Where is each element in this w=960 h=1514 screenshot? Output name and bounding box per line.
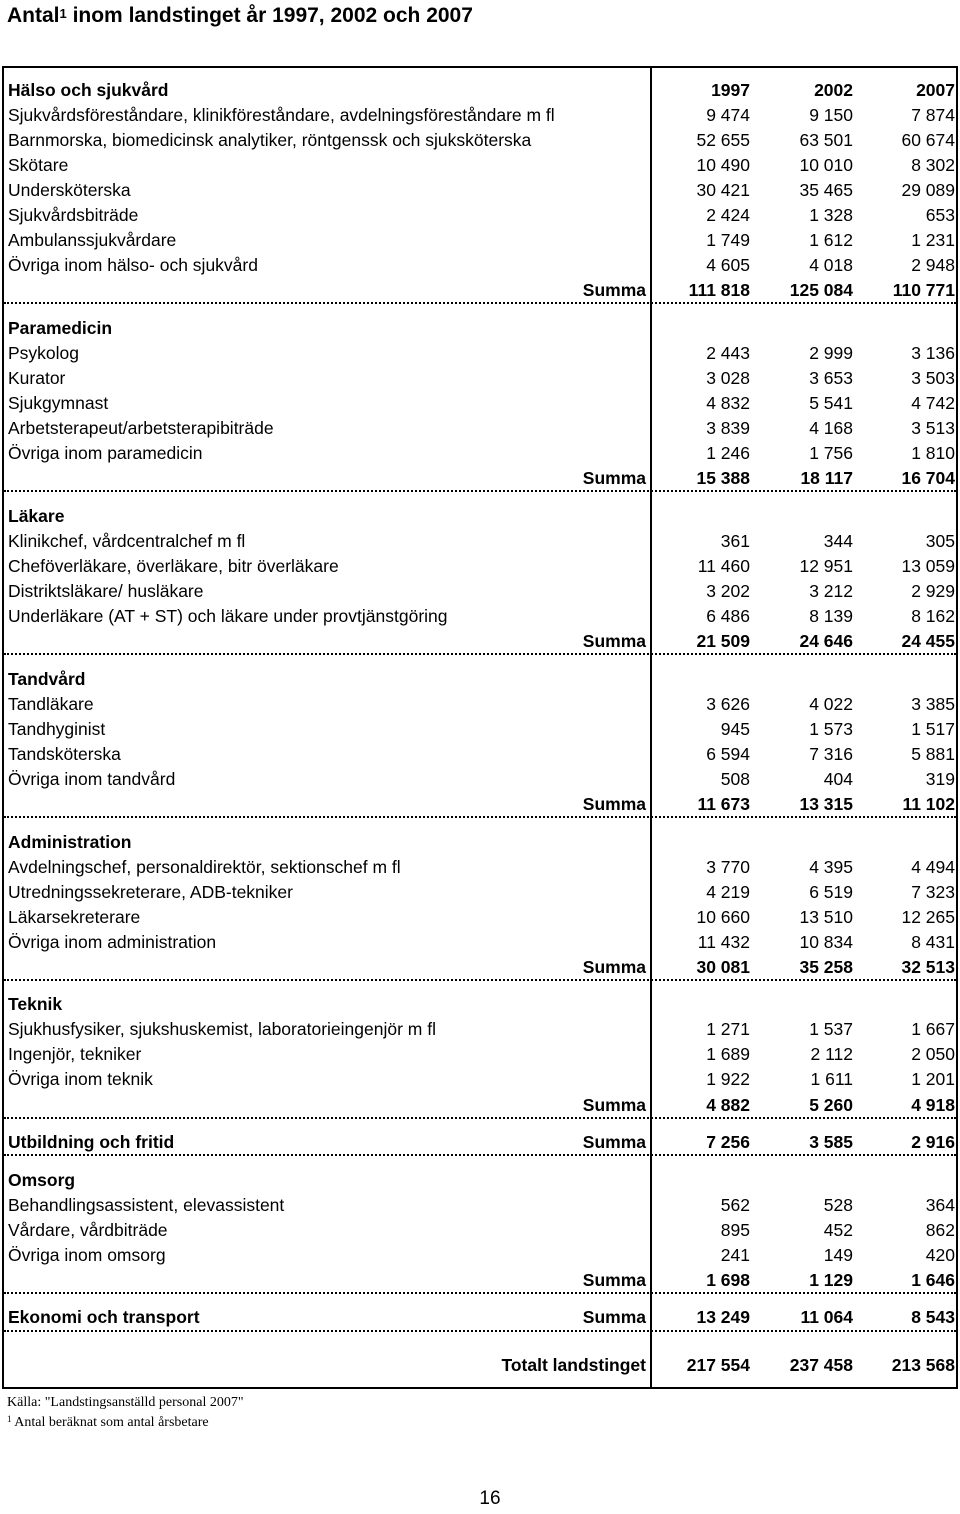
row-label: Vårdare, vårdbiträde <box>8 1219 168 1240</box>
table-row <box>0 178 960 203</box>
value-cell: 60 674 <box>901 130 955 151</box>
value-cell: 4 022 <box>809 693 853 714</box>
value-cell: 11 102 <box>902 793 955 814</box>
value-cell: 508 <box>720 768 750 789</box>
value-cell: 32 513 <box>901 956 955 977</box>
value-cell: 2 999 <box>809 343 853 364</box>
row-label: Skötare <box>8 155 69 176</box>
value-cell: 305 <box>925 530 955 551</box>
table-row <box>0 228 960 253</box>
row-label: Sjukhusfysiker, sjukshuskemist, laboratorieingenjör m fl <box>8 1019 436 1040</box>
table-row <box>0 416 960 441</box>
section-heading: Teknik <box>8 994 63 1015</box>
value-cell: 63 501 <box>799 130 853 151</box>
value-cell: 24 646 <box>799 631 853 652</box>
value-cell: 1 698 <box>706 1269 750 1290</box>
section-heading: Hälso och sjukvård <box>8 80 169 100</box>
section-heading: Utbildning och fritid <box>8 1132 175 1153</box>
row-label: Ingenjör, tekniker <box>8 1044 142 1065</box>
summa-label: Summa <box>582 631 646 652</box>
value-cell: 4 742 <box>911 393 955 414</box>
row-label: Övriga inom tandvård <box>8 768 176 789</box>
row-label: Distriktsläkare/ husläkare <box>8 581 204 601</box>
value-cell: 1 231 <box>911 230 955 251</box>
summa-label: Summa <box>582 956 646 977</box>
value-cell: 1 201 <box>911 1069 955 1090</box>
summa-row <box>0 955 960 980</box>
value-cell: 528 <box>823 1194 853 1215</box>
value-cell: 11 460 <box>697 555 750 576</box>
value-cell: 9 150 <box>809 105 853 126</box>
table-row <box>0 441 960 466</box>
value-cell: 5 881 <box>911 743 955 764</box>
value-cell: 12 951 <box>799 555 853 576</box>
row-label: Övriga inom administration <box>8 931 217 952</box>
value-cell: 6 519 <box>809 881 853 902</box>
value-cell: 4 219 <box>706 881 750 902</box>
value-cell: 52 655 <box>696 130 750 151</box>
table-row <box>0 203 960 228</box>
table-row <box>0 128 960 153</box>
value-cell: 4 494 <box>911 856 955 877</box>
value-cell: 1 810 <box>911 443 955 464</box>
table-row <box>0 880 960 905</box>
value-cell: 8 162 <box>911 606 955 627</box>
row-label: Barnmorska, biomedicinsk analytiker, röntgenssk och sjuksköterska <box>8 130 532 151</box>
summa-label: Summa <box>582 1307 646 1328</box>
table-row <box>0 930 960 955</box>
value-cell: 4 918 <box>911 1094 955 1115</box>
value-cell: 1 537 <box>809 1019 853 1040</box>
section-heading: Ekonomi och transport <box>8 1307 200 1328</box>
table-row <box>0 341 960 366</box>
value-cell: 3 385 <box>911 693 955 714</box>
row-label: Tandhyginist <box>8 718 106 739</box>
value-cell: 4 168 <box>809 418 853 439</box>
value-cell: 30 081 <box>696 956 750 977</box>
value-cell: 3 028 <box>706 368 750 389</box>
value-cell: 11 432 <box>697 931 750 952</box>
summa-row <box>0 466 960 491</box>
summa-label: Totalt landstinget <box>501 1355 646 1376</box>
dotted-separator <box>4 1292 956 1294</box>
value-cell: 4 605 <box>706 255 750 276</box>
summa-row <box>0 1268 960 1293</box>
table-row <box>0 717 960 742</box>
value-cell: 15 388 <box>696 468 750 489</box>
value-cell: 862 <box>925 1219 955 1240</box>
summa-label: Summa <box>582 793 646 814</box>
value-cell: 2 948 <box>911 255 955 276</box>
table-row <box>0 767 960 792</box>
summa-row <box>0 1093 960 1118</box>
dotted-separator <box>4 302 956 304</box>
value-cell: 2 424 <box>706 205 750 226</box>
table-row <box>0 153 960 178</box>
value-cell: 13 059 <box>901 555 955 576</box>
value-cell: 4 018 <box>809 255 853 276</box>
table-row <box>0 1218 960 1243</box>
row-label: Sjukgymnast <box>8 393 109 414</box>
value-cell: 10 660 <box>696 906 750 927</box>
value-cell: 2 112 <box>810 1044 853 1065</box>
row-label: Avdelningschef, personaldirektör, sektionschef m fl <box>8 856 401 877</box>
value-cell: 3 770 <box>706 856 750 877</box>
table-row <box>0 579 960 604</box>
value-cell: 3 585 <box>809 1132 853 1153</box>
table-row <box>0 1017 960 1042</box>
source-note: Källa: "Landstingsanställd personal 2007" <box>7 1395 244 1410</box>
value-cell: 1 573 <box>809 718 853 739</box>
value-cell: 11 673 <box>697 793 750 814</box>
dotted-separator <box>4 1117 956 1119</box>
value-cell: 2 929 <box>911 581 955 601</box>
table-row <box>0 529 960 554</box>
total-row <box>0 1353 960 1378</box>
value-cell: 5 541 <box>809 393 853 414</box>
row-label: Övriga inom teknik <box>8 1069 153 1090</box>
table-row <box>0 1042 960 1067</box>
row-label: Utredningssekreterare, ADB-tekniker <box>8 881 293 902</box>
row-label: Sjukvårdsföreståndare, klinikföreståndare, avdelningsföreståndare m fl <box>8 105 555 126</box>
row-label: Undersköterska <box>8 180 131 201</box>
table-row <box>0 391 960 416</box>
value-cell: 2 050 <box>911 1044 955 1065</box>
value-cell: 12 265 <box>901 906 955 927</box>
section-heading-row <box>0 1168 960 1193</box>
value-cell: 13 249 <box>696 1307 750 1328</box>
value-cell: 10 490 <box>696 155 750 176</box>
value-cell: 149 <box>823 1244 853 1265</box>
dotted-separator <box>4 979 956 981</box>
value-cell: 7 874 <box>911 105 955 126</box>
value-cell: 1997 <box>711 80 750 100</box>
value-cell: 1 611 <box>810 1069 853 1090</box>
value-cell: 7 256 <box>706 1132 750 1153</box>
section-heading: Omsorg <box>8 1169 76 1190</box>
value-cell: 452 <box>823 1219 853 1240</box>
value-cell: 3 136 <box>911 343 955 364</box>
row-label: Klinikchef, vårdcentralchef m fl <box>8 530 246 551</box>
row-label: Övriga inom hälso- och sjukvård <box>8 255 258 276</box>
value-cell: 3 626 <box>706 693 750 714</box>
value-cell: 3 202 <box>706 581 750 601</box>
value-cell: 1 749 <box>706 230 750 251</box>
value-cell: 4 395 <box>809 856 853 877</box>
table-row <box>0 103 960 128</box>
row-label: Arbetsterapeut/arbetsterapibiträde <box>8 418 274 439</box>
value-cell: 8 431 <box>911 931 955 952</box>
value-cell: 364 <box>925 1194 955 1215</box>
table-row <box>0 554 960 579</box>
value-cell: 13 315 <box>799 793 853 814</box>
value-cell: 24 455 <box>901 631 955 652</box>
summa-label: Summa <box>582 1094 646 1115</box>
row-label: Läkarsekreterare <box>8 906 141 927</box>
section-heading-row <box>0 992 960 1017</box>
summa-label: Summa <box>582 1269 646 1290</box>
value-cell: 562 <box>720 1194 750 1215</box>
dotted-separator <box>4 490 956 492</box>
value-cell: 404 <box>823 768 853 789</box>
value-cell: 2 443 <box>706 343 750 364</box>
value-cell: 1 922 <box>706 1069 750 1090</box>
value-cell: 1 646 <box>911 1269 955 1290</box>
value-cell: 13 510 <box>799 906 853 927</box>
value-cell: 6 594 <box>706 743 750 764</box>
value-cell: 6 486 <box>706 606 750 627</box>
value-cell: 5 260 <box>809 1094 853 1115</box>
value-cell: 111 818 <box>688 280 750 301</box>
summa-row <box>0 278 960 303</box>
table-row <box>0 855 960 880</box>
value-cell: 11 064 <box>800 1307 853 1328</box>
value-cell: 8 139 <box>809 606 853 627</box>
summa-label: Summa <box>582 280 646 301</box>
row-label: Psykolog <box>8 343 80 364</box>
value-cell: 2 916 <box>911 1132 955 1153</box>
value-cell: 217 554 <box>686 1355 750 1376</box>
value-cell: 1 246 <box>706 443 750 464</box>
section-summary-row <box>0 1305 960 1330</box>
page-number: 16 <box>479 1488 501 1509</box>
value-cell: 9 474 <box>706 105 750 126</box>
value-cell: 3 653 <box>809 368 853 389</box>
value-cell: 1 129 <box>809 1269 853 1290</box>
value-cell: 7 323 <box>911 881 955 902</box>
section-summary-row <box>0 1130 960 1155</box>
value-cell: 10 834 <box>799 931 853 952</box>
value-cell: 319 <box>925 768 955 789</box>
row-label: Övriga inom paramedicin <box>8 443 203 464</box>
value-cell: 361 <box>720 530 750 551</box>
value-cell: 10 010 <box>799 155 853 176</box>
value-cell: 1 756 <box>809 443 853 464</box>
value-cell: 420 <box>925 1244 955 1265</box>
dotted-separator <box>4 816 956 818</box>
row-label: Behandlingsassistent, elevassistent <box>8 1194 285 1215</box>
value-cell: 4 882 <box>706 1094 750 1115</box>
value-cell: 7 316 <box>809 743 853 764</box>
table-row <box>0 905 960 930</box>
value-cell: 35 258 <box>799 956 853 977</box>
value-cell: 1 667 <box>911 1019 955 1040</box>
value-cell: 945 <box>720 718 750 739</box>
table-header <box>0 78 960 103</box>
row-label: Tandsköterska <box>8 743 121 764</box>
value-cell: 30 421 <box>696 180 750 201</box>
table-row <box>0 1193 960 1218</box>
section-heading: Paramedicin <box>8 317 113 338</box>
value-cell: 125 084 <box>789 280 853 301</box>
value-cell: 1 271 <box>706 1019 750 1040</box>
value-cell: 3 839 <box>706 418 750 439</box>
title-footnote-marker: 1 <box>59 6 67 21</box>
summa-label: Summa <box>582 468 646 489</box>
value-cell: 237 458 <box>789 1355 853 1376</box>
value-cell: 21 509 <box>696 631 750 652</box>
table-row <box>0 604 960 629</box>
section-heading-row <box>0 504 960 529</box>
summa-row <box>0 792 960 817</box>
section-heading-row <box>0 830 960 855</box>
section-heading-row <box>0 667 960 692</box>
value-cell: 344 <box>823 530 853 551</box>
table-row <box>0 692 960 717</box>
section-heading: Tandvård <box>8 668 86 689</box>
row-label: Cheföverläkare, överläkare, bitr överläkare <box>8 555 339 576</box>
value-cell: 1 612 <box>809 230 853 251</box>
section-heading-row <box>0 316 960 341</box>
row-label: Kurator <box>8 368 66 389</box>
value-cell: 213 568 <box>891 1355 955 1376</box>
summa-row <box>0 629 960 654</box>
table-row <box>0 253 960 278</box>
row-label: Ambulanssjukvårdare <box>8 230 177 251</box>
value-cell: 895 <box>720 1219 750 1240</box>
section-heading: Läkare <box>8 505 65 526</box>
table-row <box>0 366 960 391</box>
value-cell: 110 771 <box>892 280 955 301</box>
value-cell: 3 212 <box>809 581 853 601</box>
table-row <box>0 1067 960 1092</box>
dotted-separator <box>4 653 956 655</box>
value-cell: 2002 <box>814 80 853 100</box>
value-cell: 241 <box>720 1244 750 1265</box>
value-cell: 1 689 <box>706 1044 750 1065</box>
row-label: Sjukvårdsbiträde <box>8 205 139 226</box>
summa-label: Summa <box>582 1132 646 1153</box>
value-cell: 29 089 <box>901 180 955 201</box>
table-row <box>0 1243 960 1268</box>
row-label: Övriga inom omsorg <box>8 1244 166 1265</box>
dotted-separator <box>4 1154 956 1156</box>
value-cell: 2007 <box>916 80 955 100</box>
footnote: $^1$ Antal beräknat som antal årsbetare <box>7 1414 209 1430</box>
value-cell: 8 302 <box>911 155 955 176</box>
section-heading: Administration <box>8 831 132 852</box>
value-cell: 1 517 <box>911 718 955 739</box>
value-cell: 18 117 <box>800 468 853 489</box>
value-cell: 653 <box>925 205 955 226</box>
dotted-separator <box>4 1330 956 1332</box>
row-label: Underläkare (AT + ST) och läkare under provtjänstgöring <box>8 606 448 627</box>
row-label: Tandläkare <box>8 693 94 714</box>
value-cell: 3 503 <box>911 368 955 389</box>
value-cell: 4 832 <box>706 393 750 414</box>
value-cell: 16 704 <box>901 468 955 489</box>
table-row <box>0 742 960 767</box>
value-cell: 35 465 <box>799 180 853 201</box>
value-cell: 8 543 <box>911 1307 955 1328</box>
value-cell: 3 513 <box>911 418 955 439</box>
value-cell: 1 328 <box>809 205 853 226</box>
page-title: Antal$^1$ inom landstinget år 1997, 2002 och 2007 <box>7 4 473 27</box>
